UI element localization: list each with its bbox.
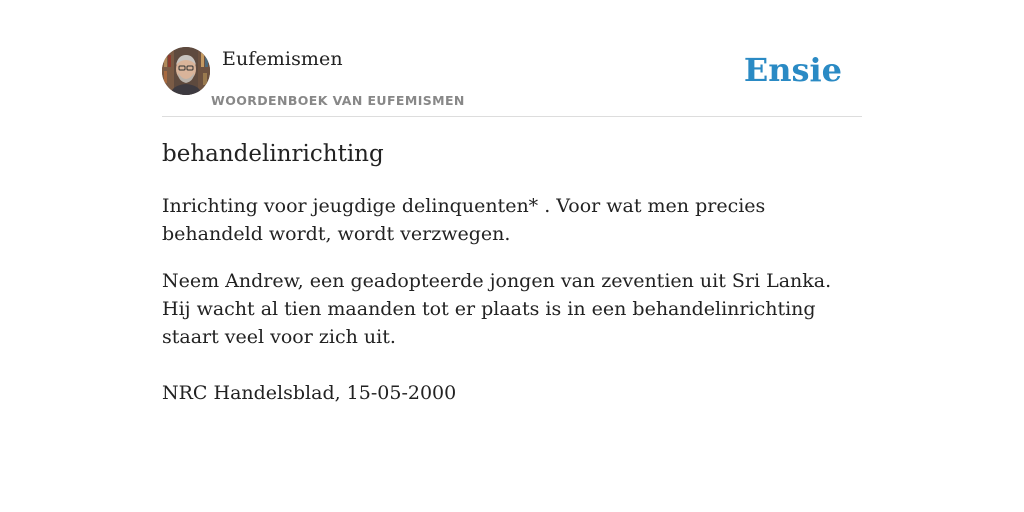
entry-content	[162, 138, 862, 407]
entry-quote: Neem Andrew, een geadopteerde jongen van zeventien uit Sri Lanka. Hij wacht al tien maanden tot er plaats is in een behandelinrichting staart veel voor zich uit.	[162, 270, 832, 348]
dictionary-title[interactable]: WOORDENBOEK VAN EUFEMISMEN	[211, 93, 465, 108]
avatar[interactable]	[162, 47, 210, 95]
entry-source: NRC Handelsblad, 15-05-2000	[162, 382, 457, 404]
author-portrait-icon	[162, 47, 210, 95]
header	[162, 46, 862, 117]
entry-definition: Inrichting voor jeugdige delinquenten* . Voor wat men precies behandeld wordt, wordt verzwegen.	[162, 195, 766, 245]
entry-title: behandelinrichting	[162, 141, 384, 167]
author-name[interactable]: Eufemismen	[222, 48, 343, 70]
brand-logo[interactable]: Ensie	[743, 51, 842, 89]
